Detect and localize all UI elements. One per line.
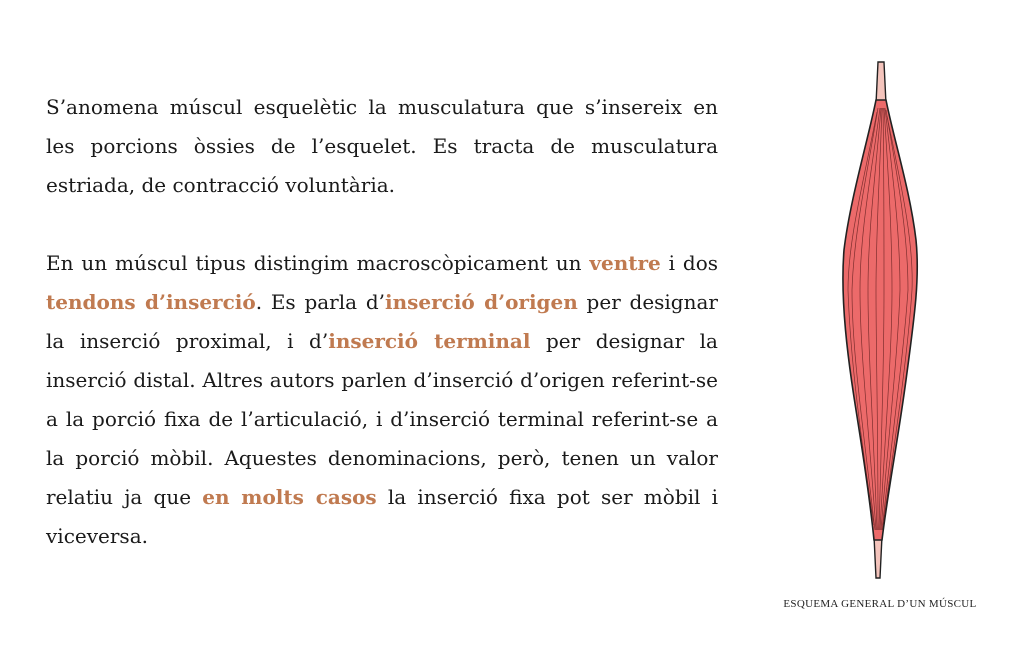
term-ventre: ventre [589,251,661,275]
paragraph-description [46,244,718,556]
text-content [46,88,718,556]
muscle-illustration [838,60,922,582]
text-segment: la inserció fixa pot ser mòbil i viceversa. [46,485,718,548]
term-en-molts-casos: en molts casos [202,485,377,509]
text-segment: per designar la inserció distal. Altres autors parlen d’inserció d’origen referint-se a la porció fixa de l’articulació, i d’inserció terminal referint-se a la porció mòbil. Aquestes denominacions, però, tenen un valor relatiu ja que [46,329,718,509]
term-tendons-insercio: tendons d’inserció [46,290,256,314]
proximal-tendon [876,62,886,104]
distal-tendon [874,536,882,578]
paragraph-definition [46,88,718,205]
figure-caption: ESQUEMA GENERAL D’UN MÚSCUL [783,598,977,610]
text-segment: En un múscul tipus distingim macroscòpicament un [46,251,590,275]
term-insercio-origen: inserció d’origen [384,290,578,314]
term-insercio-terminal: inserció terminal [328,329,531,353]
text-segment: per designar la inserció proximal, i d’ [46,290,718,353]
text-segment: i dos [660,251,719,275]
muscle-figure [760,60,1000,620]
paragraph-definition-text: S’anomena múscul esquelètic la musculatura que s’insereix en les porcions òssies de l’esquelet. Es tracta de musculatura estriada, de contracció voluntària. [46,95,718,197]
muscle-belly [843,100,917,540]
text-segment: . Es parla d’ [255,290,385,314]
